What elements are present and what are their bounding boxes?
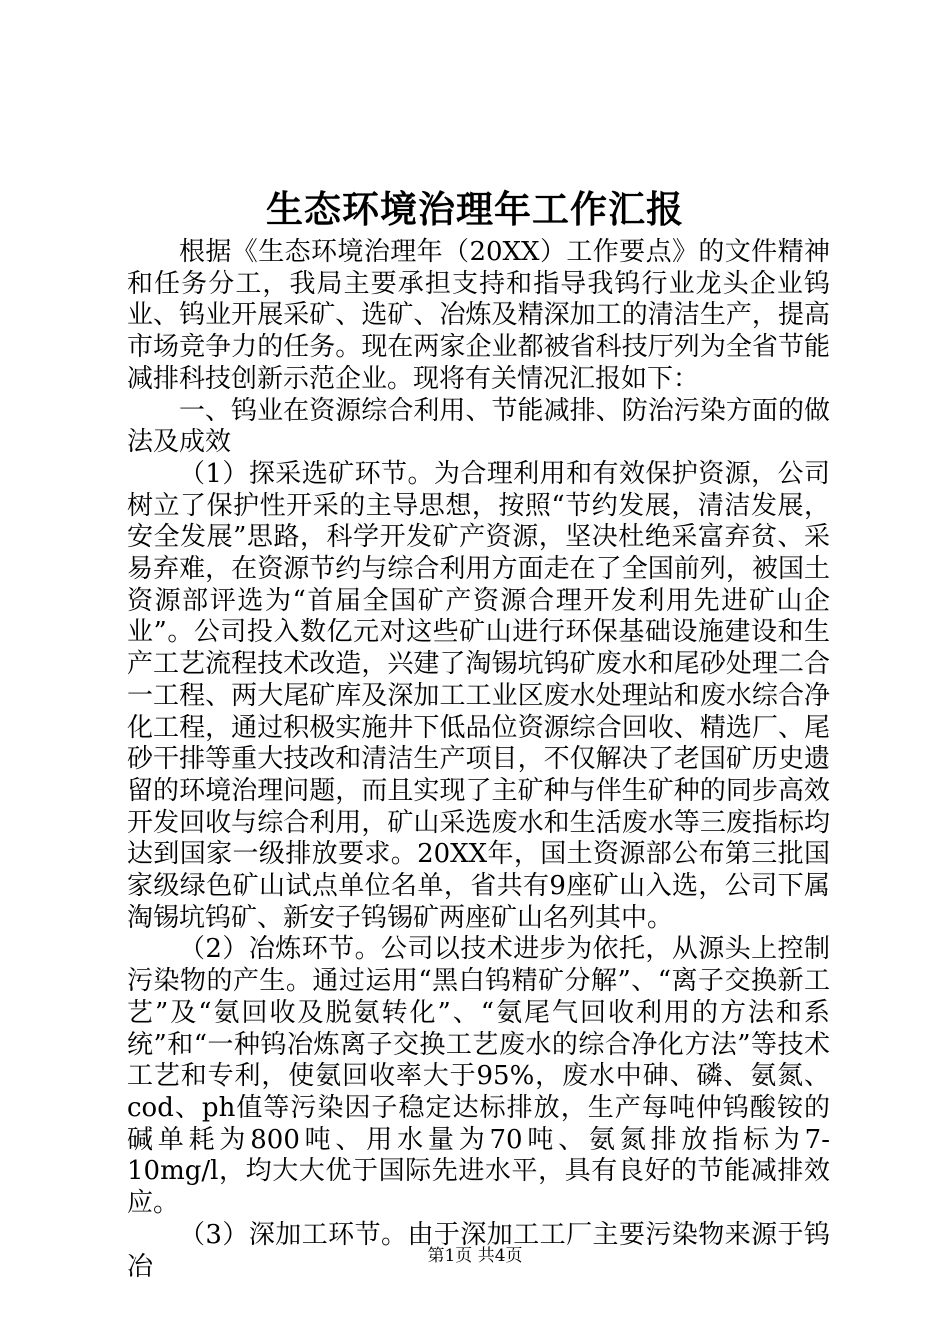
paragraph-section-heading: 一、钨业在资源综合利用、节能减排、防治污染方面的做法及成效 xyxy=(127,395,830,458)
document-body xyxy=(127,237,830,1283)
page-number-footer: 第1页 共4页 xyxy=(427,1246,523,1266)
paragraph-mining: （1）探采选矿环节。为合理利用和有效保护资源，公司树立了保护性开采的主导思想，按照“节约发展，清洁发展，安全发展”思路，科学开发矿产资源，坚决杜绝采富弃贫、采易弃难，在资源节约与综合利用方面走在了全国前列，被国土资源部评选为“首届全国矿产资源合理开发利用先进矿山企业”。公司投入数亿元对这些矿山进行环保基础设施建设和生产工艺流程技术改造，兴建了淘锡坑钨矿废水和尾砂处理二合一工程、两大尾矿库及深加工工业区废水处理站和废水综合净化工程，通过积极实施井下低品位资源综合回收、精选厂、尾砂干排等重大技改和清洁生产项目，不仅解决了老国矿历史遗留的环境治理问题，而且实现了主矿种与伴生矿种的同步高效开发回收与综合利用，矿山采选废水和生活废水等三废指标均达到国家一级排放要求。20XX年，国土资源部公布第三批国家级绿色矿山试点单位名单，省共有9座矿山入选，公司下属淘锡坑钨矿、新安子钨锡矿两座矿山名列其中。 xyxy=(127,458,830,933)
paragraph-deep-processing: （3）深加工环节。由于深加工工厂主要污染物来源于钨冶 xyxy=(127,1219,830,1282)
paragraph-intro: 根据《生态环境治理年（20XX）工作要点》的文件精神和任务分工，我局主要承担支持和指导我钨行业龙头企业钨业、钨业开展采矿、选矿、冶炼及精深加工的清洁生产，提高市场竞争力的任务。现在两家企业都被省科技厅列为全省节能减排科技创新示范企业。现将有关情况汇报如下： xyxy=(127,237,830,394)
document-title: 生态环境治理年工作汇报 xyxy=(266,187,684,231)
paragraph-smelting: （2）冶炼环节。公司以技术进步为依托，从源头上控制污染物的产生。通过运用“黑白钨精矿分解”、“离子交换新工艺”及“氨回收及脱氨转化”、“氨尾气回收利用的方法和系统”和“一种钨冶炼离子交换工艺废水的综合净化方法”等技术工艺和专利，使氨回收率大于95%，废水中砷、磷、氨氮、cod、ph值等污染因子稳定达标排放，生产每吨仲钨酸铵的碱单耗为800吨、用水量为70吨、氨氮排放指标为7-10mg/l，均大大优于国际先进水平，具有良好的节能减排效应。 xyxy=(127,934,830,1219)
